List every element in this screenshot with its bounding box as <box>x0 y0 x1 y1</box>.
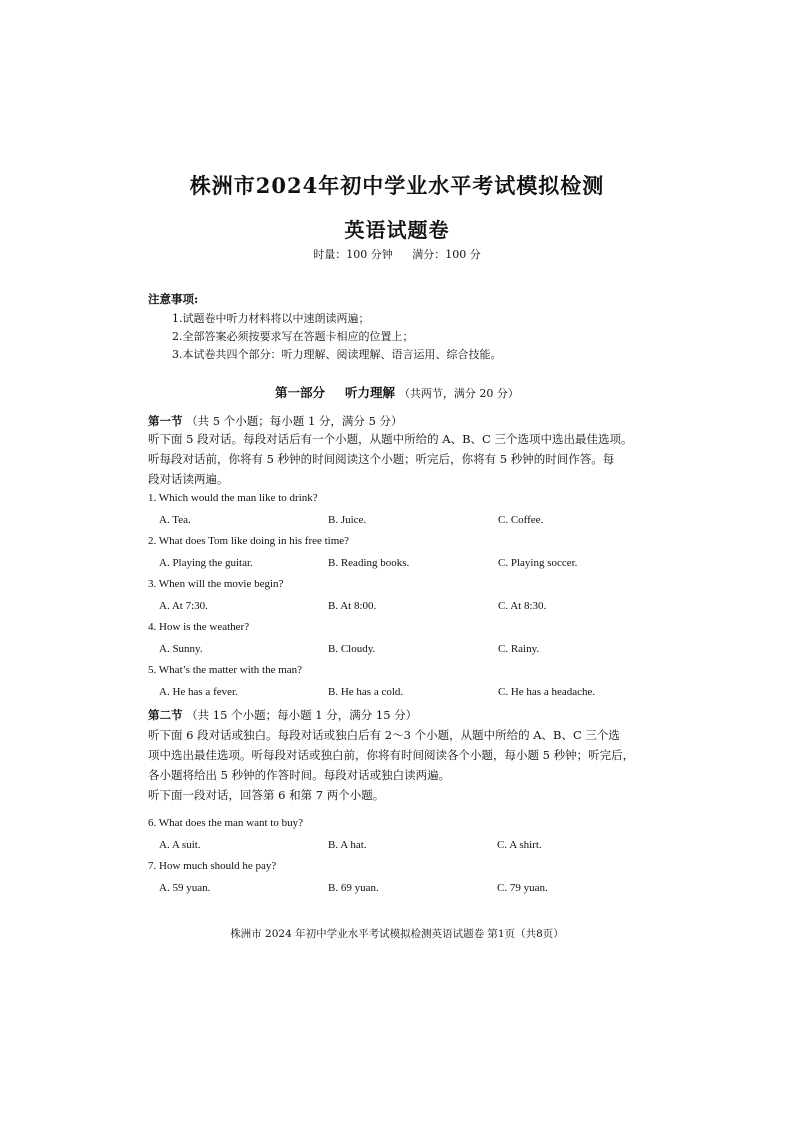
option-b: B. Reading books. <box>328 557 410 569</box>
option-a: A. Tea. <box>159 514 191 526</box>
option-a: A. At 7:30. <box>159 600 208 612</box>
option-c: C. At 8:30. <box>498 600 547 612</box>
option-c: C. Rainy. <box>498 643 540 655</box>
notice-item: 2.全部答案必须按要求写在答题卡相应的位置上； <box>172 330 414 343</box>
section-one-heading <box>148 413 403 429</box>
question-text: 7. How much should he pay? <box>148 860 277 872</box>
section-two-heading <box>148 707 417 723</box>
full-score: 满分：100 分 <box>412 248 481 261</box>
page-footer: 株洲市 2024 年初中学业水平考试模拟检测英语试题卷 第1页（共8页） <box>230 928 564 940</box>
option-b: B. Cloudy. <box>328 643 376 655</box>
option-c: C. Coffee. <box>498 514 544 526</box>
part-one-title <box>0 383 794 401</box>
section-one-instructions <box>148 429 648 489</box>
option-a: A. Sunny. <box>159 643 203 655</box>
option-a: A. A suit. <box>159 839 201 851</box>
instruction-line: 项中选出最佳选项。听每段对话或独白前，你将有时间阅读各个小题，每小题 5 秒钟；听完后， <box>148 748 635 762</box>
time-limit: 时量：100 分钟 <box>313 248 393 261</box>
question-text: 3. When will the movie begin? <box>148 578 284 590</box>
option-b: B. A hat. <box>328 839 367 851</box>
option-c: C. He has a headache. <box>498 686 596 698</box>
instruction-line: 听下面 5 段对话。每段对话后有一个小题，从题中所给的 A、B、C 三个选项中选出最佳选项。 <box>148 432 633 446</box>
section-label: 第一节 <box>148 414 183 428</box>
section-note: （共 15 个小题；每小题 1 分，满分 15 分） <box>186 708 418 722</box>
option-a: A. Playing the guitar. <box>159 557 253 569</box>
question-text: 4. How is the weather? <box>148 621 250 633</box>
question-text: 5. What’s the matter with the man? <box>148 664 303 676</box>
question-text: 6. What does the man want to buy? <box>148 817 303 829</box>
section-two-instructions <box>148 725 648 805</box>
question-text: 2. What does Tom like doing in his free time? <box>148 535 350 547</box>
option-a: A. 59 yuan. <box>159 882 211 894</box>
instruction-line: 听每段对话前，你将有 5 秒钟的时间阅读这个小题；听完后，你将有 5 秒钟的时间作答。每 <box>148 452 615 466</box>
notice-item: 3.本试卷共四个部分：听力理解、阅读理解、语言运用、综合技能。 <box>172 348 502 361</box>
option-c: C. A shirt. <box>497 839 542 851</box>
notice-heading: 注意事项: <box>148 292 199 306</box>
section-label: 第二节 <box>148 708 183 722</box>
question-text: 1. Which would the man like to drink? <box>148 492 318 504</box>
option-b: B. Juice. <box>328 514 367 526</box>
exam-title: 株洲市2024年初中学业水平考试模拟检测 <box>189 173 605 198</box>
option-b: B. He has a cold. <box>328 686 404 698</box>
instruction-line: 段对话读两遍。 <box>148 472 229 486</box>
part-label: 第一部分 <box>275 385 326 400</box>
exam-subtitle: 英语试题卷 <box>344 218 450 242</box>
part-note: （共两节，满分 20 分） <box>398 387 519 400</box>
instruction-line: 听下面 6 段对话或独白。每段对话或独白后有 2～3 个小题，从题中所给的 A、B、C 三个选 <box>148 728 620 742</box>
instruction-line: 各小题将给出 5 秒钟的作答时间。每段对话或独白读两遍。 <box>148 768 451 782</box>
section-note: （共 5 个小题；每小题 1 分，满分 5 分） <box>186 414 403 428</box>
notice-item: 1.试题卷中听力材料将以中速朗读两遍； <box>172 312 370 325</box>
option-a: A. He has a fever. <box>159 686 238 698</box>
exam-meta <box>0 246 794 262</box>
instruction-lead: 听下面一段对话，回答第 6 和第 7 两个小题。 <box>148 788 385 802</box>
option-c: C. Playing soccer. <box>498 557 578 569</box>
option-c: C. 79 yuan. <box>497 882 548 894</box>
option-b: B. At 8:00. <box>328 600 377 612</box>
option-b: B. 69 yuan. <box>328 882 379 894</box>
part-name: 听力理解 <box>344 385 395 400</box>
